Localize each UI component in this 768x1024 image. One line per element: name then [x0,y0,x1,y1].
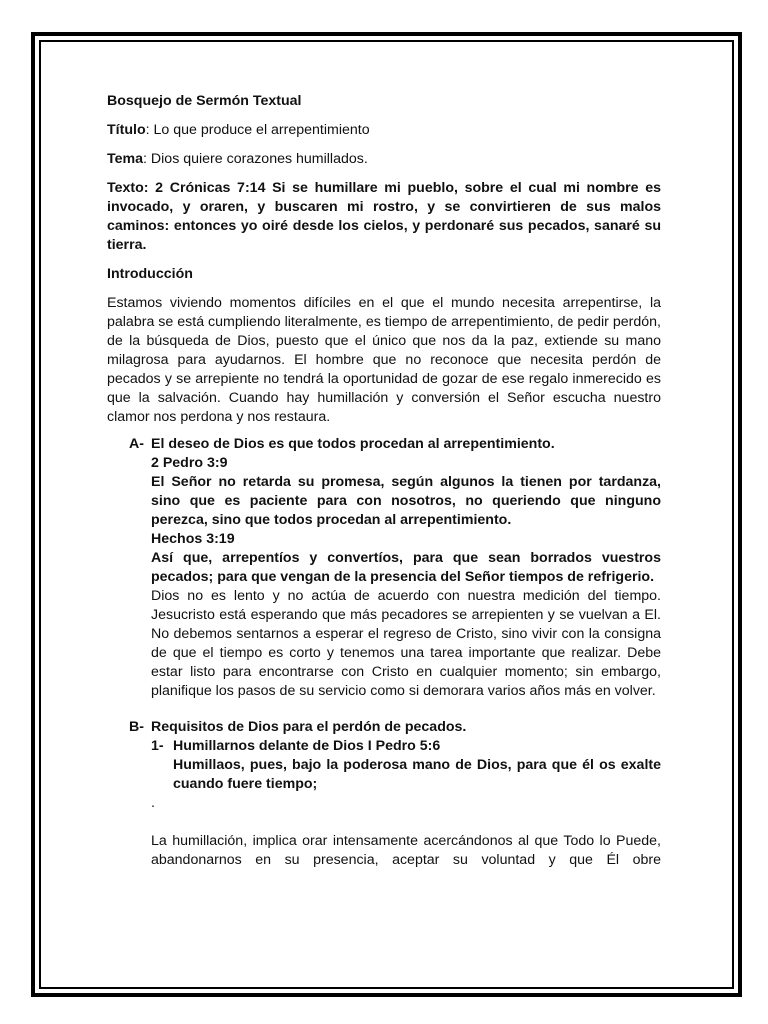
section-b-body: La humillación, implica orar intensamente acercándonos al que Todo lo Puede, abandonarnos en su presencia, aceptar su voluntad y que Él obre [151,833,661,868]
document-body [107,92,661,870]
section-a-verse1: El Señor no retarda su promesa, según algunos la tienen por tardanza, sino que es paciente para con nosotros, no queriendo que ninguno perezca, sino que todos procedan al arrepentimiento. [151,474,661,528]
tema-line: Tema: Dios quiere corazones humillados. [107,151,368,167]
section-a-body: Dios no es lento y no actúa de acuerdo con nuestra medición del tiempo. Jesucristo está esperando que más pecadores se arrepienten y se vuelvan a El. No debemos sentarnos a esperar el regreso de Cristo, sino vivir con la consigna de que el tiempo es corto y tenemos una tarea importante que realizar. Debe estar listo para encontrarse con Cristo en cualquier momento; sin embargo, planifique los pasos de su servicio como si demorara varios años más en volver. [151,588,661,699]
section-a [129,435,661,701]
texto-label: Texto: [107,180,149,196]
section-b-title: Requisitos de Dios para el perdón de pecados. [151,719,467,735]
section-b-dot: . [151,795,155,811]
section-b-item-1-verse: Humillaos, pues, bajo la poderosa mano de Dios, para que él os exalte cuando fuere tiempo; [173,757,661,792]
tema-value: Dios quiere corazones humillados. [150,151,368,167]
titulo-line: Título: Lo que produce el arrepentimiento [107,122,370,138]
document-heading: Bosquejo de Sermón Textual [107,93,302,109]
section-b-item-1-number: 1- [151,738,164,754]
section-a-verse2: Así que, arrepentíos y convertíos, para que sean borrados vuestros pecados; para que vengan de la presencia del Señor tiempos de refrigerio. [151,550,661,585]
tema-label: Tema [107,151,144,167]
titulo-label: Título [107,122,146,138]
section-b-item-1 [151,737,661,794]
section-b-item-1-title: Humillarnos delante de Dios I Pedro 5:6 [173,738,441,754]
intro-heading: Introducción [107,266,193,282]
section-a-ref1: 2 Pedro 3:9 [151,455,228,471]
texto-value: 2 Crónicas 7:14 Si se humillare mi pueblo, sobre el cual mi nombre es invocado, y oraren, y buscaren mi rostro, y se convirtieren de sus malos caminos: entonces yo oiré desde los cielos, y perdonaré sus pecados, sanaré su tierra. [107,180,661,253]
section-b [129,718,661,870]
section-a-ref2: Hechos 3:19 [151,531,235,547]
texto-paragraph [107,179,661,255]
titulo-value: Lo que produce el arrepentimiento [153,122,370,138]
section-b-letter: B- [129,719,144,735]
section-a-title: El deseo de Dios es que todos procedan al arrepentimiento. [151,436,555,452]
section-a-letter: A- [129,436,144,452]
intro-paragraph: Estamos viviendo momentos difíciles en el que el mundo necesita arrepentirse, la palabra se está cumpliendo literalmente, es tiempo de arrepentimiento, de pedir perdón, de la búsqueda de Dios, puesto que el único que nos da la paz, extiende su mano milagrosa para ayudarnos. El hombre que no reconoce que necesita perdón de pecados y se arrepiente no tendrá la oportunidad de gozar de ese regalo inmerecido es que la salvación. Cuando hay humillación y conversión el Señor escucha nuestro clamor nos perdona y nos restaura. [107,295,661,425]
